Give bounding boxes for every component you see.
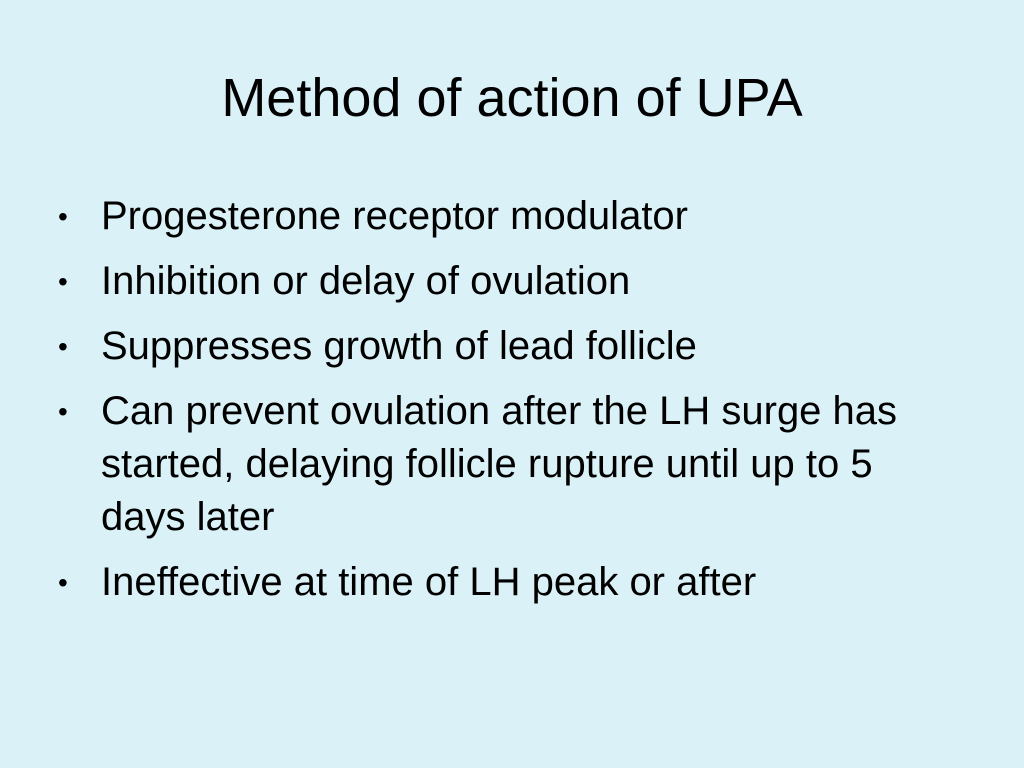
bullet-icon: • [58,396,68,427]
bullet-item [58,320,958,373]
bullet-item [58,255,958,308]
bullet-item [58,556,958,609]
bullet-icon: • [58,331,68,362]
bullet-icon: • [58,201,68,232]
bullet-text: Suppresses growth of lead follicle [101,324,697,368]
bullet-item [58,190,958,243]
bullet-text: Inhibition or delay of ovulation [101,259,631,303]
slide-title: Method of action of UPA [221,68,803,128]
bullet-icon: • [58,567,68,598]
bullet-text: Can prevent ovulation after the LH surge has started, delaying follicle rupture until up to 5 days later [101,389,898,539]
bullet-text: Ineffective at time of LH peak or after [101,560,757,604]
bullet-icon: • [58,266,68,297]
bullet-item [58,385,958,544]
bullet-text: Progesterone receptor modulator [101,194,688,238]
bullet-list [58,190,958,621]
